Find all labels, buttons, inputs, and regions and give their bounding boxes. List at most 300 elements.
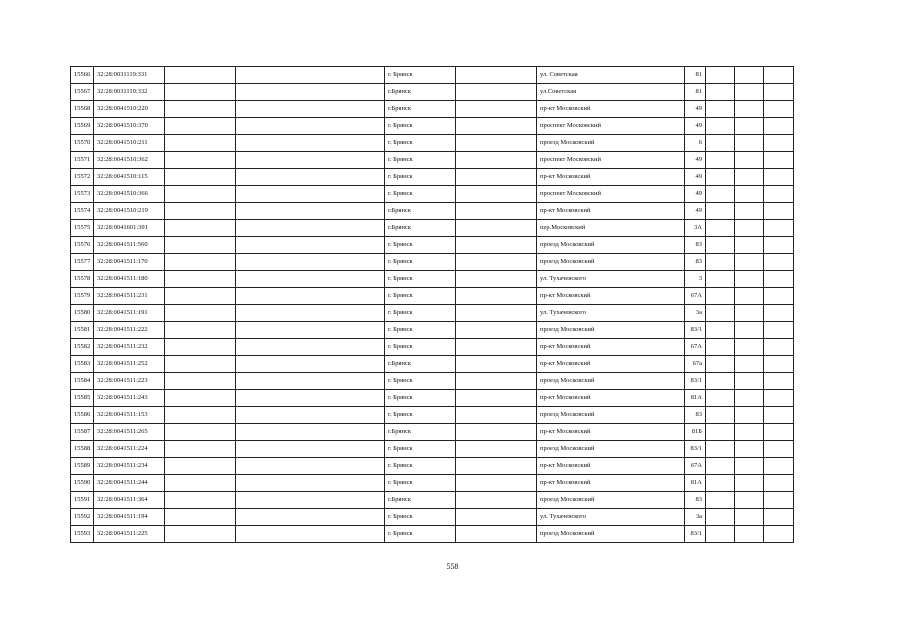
street: пр-кт Московский: [537, 101, 685, 118]
house-number: 49: [685, 169, 706, 186]
cadastral-number: 32:28:0041511:170: [94, 254, 165, 271]
table-row: [71, 67, 794, 84]
city: г. Брянск: [385, 373, 456, 390]
city: г.Брянск: [385, 220, 456, 237]
cadastral-number: 32:28:0041511:153: [94, 407, 165, 424]
empty-cell: [236, 458, 385, 475]
street: проезд Московский: [537, 407, 685, 424]
cadastral-number: 32:28:0041511:191: [94, 305, 165, 322]
empty-cell: [735, 118, 764, 135]
empty-cell: [735, 424, 764, 441]
city: г. Брянск: [385, 152, 456, 169]
city: г.Брянск: [385, 101, 456, 118]
empty-cell: [764, 305, 794, 322]
empty-cell: [706, 424, 735, 441]
empty-cell: [165, 356, 236, 373]
city: г. Брянск: [385, 339, 456, 356]
empty-cell: [165, 407, 236, 424]
empty-cell: [165, 322, 236, 339]
street: пр-кт Московский: [537, 203, 685, 220]
empty-cell: [764, 322, 794, 339]
city: г.Брянск: [385, 492, 456, 509]
city: г.Брянск: [385, 203, 456, 220]
empty-cell: [456, 237, 537, 254]
empty-cell: [706, 101, 735, 118]
house-number: 49: [685, 118, 706, 135]
empty-cell: [735, 356, 764, 373]
table-row: [71, 407, 794, 424]
house-number: 83/1: [685, 373, 706, 390]
empty-cell: [236, 526, 385, 543]
empty-cell: [735, 237, 764, 254]
empty-cell: [236, 203, 385, 220]
empty-cell: [236, 237, 385, 254]
empty-cell: [456, 254, 537, 271]
cadastral-number: 32:28:0031119:332: [94, 84, 165, 101]
table-row: [71, 441, 794, 458]
empty-cell: [236, 492, 385, 509]
empty-cell: [456, 475, 537, 492]
house-number: 83: [685, 492, 706, 509]
empty-cell: [764, 339, 794, 356]
street: проезд Московский: [537, 492, 685, 509]
empty-cell: [706, 186, 735, 203]
empty-cell: [165, 475, 236, 492]
empty-cell: [735, 526, 764, 543]
empty-cell: [764, 475, 794, 492]
empty-cell: [236, 356, 385, 373]
house-number: 6: [685, 135, 706, 152]
empty-cell: [165, 526, 236, 543]
record-number: 15568: [71, 101, 94, 118]
empty-cell: [165, 373, 236, 390]
record-number: 15566: [71, 67, 94, 84]
house-number: 83: [685, 254, 706, 271]
cadastral-number: 32:28:0041511:224: [94, 441, 165, 458]
city: г.Брянск: [385, 356, 456, 373]
empty-cell: [165, 458, 236, 475]
empty-cell: [706, 492, 735, 509]
record-number: 15582: [71, 339, 94, 356]
city: г. Брянск: [385, 407, 456, 424]
table-row: [71, 118, 794, 135]
house-number: 83/1: [685, 441, 706, 458]
street: проезд Московский: [537, 322, 685, 339]
empty-cell: [236, 84, 385, 101]
record-number: 15587: [71, 424, 94, 441]
record-number: 15567: [71, 84, 94, 101]
street: пр-кт Московский: [537, 356, 685, 373]
empty-cell: [236, 152, 385, 169]
table-row: [71, 339, 794, 356]
empty-cell: [764, 526, 794, 543]
record-number: 15573: [71, 186, 94, 203]
empty-cell: [236, 441, 385, 458]
empty-cell: [764, 441, 794, 458]
empty-cell: [165, 67, 236, 84]
empty-cell: [764, 152, 794, 169]
empty-cell: [456, 84, 537, 101]
empty-cell: [764, 356, 794, 373]
cadastral-number: 32:28:0041511:265: [94, 424, 165, 441]
house-number: 3а: [685, 509, 706, 526]
empty-cell: [236, 509, 385, 526]
empty-cell: [735, 271, 764, 288]
cadastral-number: 32:28:0041510:115: [94, 169, 165, 186]
city: г. Брянск: [385, 254, 456, 271]
empty-cell: [706, 271, 735, 288]
empty-cell: [236, 322, 385, 339]
empty-cell: [456, 492, 537, 509]
empty-cell: [706, 220, 735, 237]
city: г. Брянск: [385, 526, 456, 543]
empty-cell: [236, 424, 385, 441]
city: г. Брянск: [385, 186, 456, 203]
empty-cell: [706, 526, 735, 543]
house-number: 83: [685, 237, 706, 254]
empty-cell: [735, 407, 764, 424]
empty-cell: [764, 220, 794, 237]
page-number: 558: [446, 562, 459, 571]
city: г. Брянск: [385, 322, 456, 339]
table-row: [71, 135, 794, 152]
empty-cell: [735, 509, 764, 526]
table-row: [71, 186, 794, 203]
house-number: 81: [685, 67, 706, 84]
empty-cell: [706, 339, 735, 356]
record-number: 15577: [71, 254, 94, 271]
record-number: 15570: [71, 135, 94, 152]
empty-cell: [456, 186, 537, 203]
house-number: 81А: [685, 475, 706, 492]
table-row: [71, 492, 794, 509]
cadastral-number: 32:28:0041511:222: [94, 322, 165, 339]
city: г. Брянск: [385, 390, 456, 407]
empty-cell: [236, 101, 385, 118]
table-row: [71, 475, 794, 492]
empty-cell: [706, 509, 735, 526]
empty-cell: [706, 118, 735, 135]
empty-cell: [236, 390, 385, 407]
empty-cell: [706, 475, 735, 492]
city: г.Брянск: [385, 84, 456, 101]
record-number: 15586: [71, 407, 94, 424]
city: г. Брянск: [385, 509, 456, 526]
empty-cell: [735, 339, 764, 356]
cadastral-number: 32:28:0041601:391: [94, 220, 165, 237]
table-row: [71, 203, 794, 220]
cadastral-number: 32:28:0041510:370: [94, 118, 165, 135]
record-number: 15581: [71, 322, 94, 339]
city: г. Брянск: [385, 118, 456, 135]
record-number: 15576: [71, 237, 94, 254]
empty-cell: [735, 441, 764, 458]
empty-cell: [764, 271, 794, 288]
record-number: 15592: [71, 509, 94, 526]
record-number: 15584: [71, 373, 94, 390]
empty-cell: [706, 441, 735, 458]
empty-cell: [735, 475, 764, 492]
record-number: 15580: [71, 305, 94, 322]
empty-cell: [706, 237, 735, 254]
house-number: 83: [685, 407, 706, 424]
cadastral-number: 32:28:0041511:223: [94, 373, 165, 390]
empty-cell: [706, 390, 735, 407]
house-number: 3: [685, 271, 706, 288]
registry-table: [70, 66, 794, 543]
empty-cell: [764, 169, 794, 186]
empty-cell: [735, 169, 764, 186]
table-row: [71, 373, 794, 390]
house-number: 49: [685, 152, 706, 169]
empty-cell: [764, 424, 794, 441]
street: проспект Московский: [537, 186, 685, 203]
empty-cell: [706, 288, 735, 305]
empty-cell: [735, 254, 764, 271]
empty-cell: [735, 288, 764, 305]
empty-cell: [706, 203, 735, 220]
street: пр-кт Московский: [537, 288, 685, 305]
street: проезд Московский: [537, 135, 685, 152]
empty-cell: [236, 305, 385, 322]
empty-cell: [706, 356, 735, 373]
table-row: [71, 220, 794, 237]
street: проезд Московский: [537, 441, 685, 458]
empty-cell: [165, 135, 236, 152]
table-row: [71, 237, 794, 254]
empty-cell: [456, 356, 537, 373]
table-row: [71, 356, 794, 373]
city: г. Брянск: [385, 441, 456, 458]
house-number: 49: [685, 186, 706, 203]
table-row: [71, 169, 794, 186]
empty-cell: [236, 475, 385, 492]
empty-cell: [456, 305, 537, 322]
empty-cell: [165, 237, 236, 254]
street: ул. Тухачевского: [537, 509, 685, 526]
empty-cell: [456, 169, 537, 186]
city: г. Брянск: [385, 288, 456, 305]
empty-cell: [706, 458, 735, 475]
empty-cell: [456, 118, 537, 135]
empty-cell: [706, 322, 735, 339]
empty-cell: [764, 373, 794, 390]
empty-cell: [735, 186, 764, 203]
cadastral-number: 32:28:0041511:234: [94, 458, 165, 475]
empty-cell: [764, 84, 794, 101]
empty-cell: [456, 271, 537, 288]
cadastral-number: 32:28:0041511:225: [94, 526, 165, 543]
empty-cell: [165, 492, 236, 509]
empty-cell: [456, 135, 537, 152]
empty-cell: [456, 407, 537, 424]
empty-cell: [456, 220, 537, 237]
record-number: 15591: [71, 492, 94, 509]
empty-cell: [735, 101, 764, 118]
record-number: 15588: [71, 441, 94, 458]
empty-cell: [165, 441, 236, 458]
empty-cell: [735, 390, 764, 407]
city: г. Брянск: [385, 237, 456, 254]
street: пер.Московский: [537, 220, 685, 237]
empty-cell: [456, 458, 537, 475]
street: ул. Тухачевского: [537, 271, 685, 288]
empty-cell: [165, 152, 236, 169]
empty-cell: [706, 254, 735, 271]
empty-cell: [764, 390, 794, 407]
empty-cell: [456, 339, 537, 356]
empty-cell: [165, 101, 236, 118]
empty-cell: [735, 492, 764, 509]
empty-cell: [456, 203, 537, 220]
cadastral-number: 32:28:0041511:252: [94, 356, 165, 373]
empty-cell: [456, 67, 537, 84]
empty-cell: [165, 169, 236, 186]
empty-cell: [735, 84, 764, 101]
record-number: 15585: [71, 390, 94, 407]
street: ул. Советская: [537, 67, 685, 84]
empty-cell: [456, 441, 537, 458]
record-number: 15579: [71, 288, 94, 305]
street: ул.Советская: [537, 84, 685, 101]
house-number: 67А: [685, 339, 706, 356]
registry-rows: [71, 67, 794, 543]
cadastral-number: 32:28:0041511:244: [94, 475, 165, 492]
empty-cell: [735, 305, 764, 322]
city: г. Брянск: [385, 135, 456, 152]
empty-cell: [706, 67, 735, 84]
empty-cell: [236, 254, 385, 271]
empty-cell: [165, 220, 236, 237]
table-row: [71, 305, 794, 322]
table-row: [71, 152, 794, 169]
street: пр-кт Московский: [537, 169, 685, 186]
empty-cell: [165, 118, 236, 135]
empty-cell: [706, 84, 735, 101]
empty-cell: [165, 271, 236, 288]
empty-cell: [165, 424, 236, 441]
empty-cell: [165, 390, 236, 407]
cadastral-number: 32:28:0041510:366: [94, 186, 165, 203]
record-number: 15578: [71, 271, 94, 288]
empty-cell: [165, 305, 236, 322]
cadastral-number: 32:28:0041511:364: [94, 492, 165, 509]
empty-cell: [764, 135, 794, 152]
empty-cell: [165, 84, 236, 101]
empty-cell: [764, 101, 794, 118]
cadastral-number: 32:28:0041510:220: [94, 101, 165, 118]
table-row: [71, 322, 794, 339]
cadastral-number: 32:28:0041510:362: [94, 152, 165, 169]
empty-cell: [236, 169, 385, 186]
empty-cell: [456, 101, 537, 118]
house-number: 49: [685, 203, 706, 220]
house-number: 81Б: [685, 424, 706, 441]
street: проспект Московский: [537, 152, 685, 169]
city: г.Брянск: [385, 424, 456, 441]
empty-cell: [236, 288, 385, 305]
empty-cell: [236, 271, 385, 288]
table-row: [71, 254, 794, 271]
record-number: 15593: [71, 526, 94, 543]
empty-cell: [735, 67, 764, 84]
empty-cell: [764, 458, 794, 475]
table-row: [71, 526, 794, 543]
empty-cell: [456, 373, 537, 390]
street: пр-кт Московский: [537, 339, 685, 356]
house-number: 67А: [685, 458, 706, 475]
street: проезд Московский: [537, 237, 685, 254]
record-number: 15572: [71, 169, 94, 186]
empty-cell: [764, 237, 794, 254]
street: проезд Московский: [537, 254, 685, 271]
empty-cell: [236, 67, 385, 84]
cadastral-number: 32:28:0031119:331: [94, 67, 165, 84]
street: пр-кт Московский: [537, 424, 685, 441]
empty-cell: [735, 152, 764, 169]
empty-cell: [764, 203, 794, 220]
empty-cell: [764, 254, 794, 271]
house-number: 3а: [685, 305, 706, 322]
cadastral-number: 32:28:0041511:232: [94, 339, 165, 356]
empty-cell: [236, 186, 385, 203]
record-number: 15575: [71, 220, 94, 237]
house-number: 81А: [685, 390, 706, 407]
empty-cell: [236, 135, 385, 152]
table-row: [71, 101, 794, 118]
house-number: 67а: [685, 356, 706, 373]
empty-cell: [735, 220, 764, 237]
empty-cell: [456, 288, 537, 305]
empty-cell: [764, 407, 794, 424]
empty-cell: [764, 288, 794, 305]
empty-cell: [764, 186, 794, 203]
empty-cell: [236, 407, 385, 424]
empty-cell: [236, 373, 385, 390]
city: г. Брянск: [385, 67, 456, 84]
table-row: [71, 288, 794, 305]
empty-cell: [764, 67, 794, 84]
empty-cell: [236, 339, 385, 356]
empty-cell: [735, 322, 764, 339]
empty-cell: [735, 373, 764, 390]
street: пр-кт Московский: [537, 475, 685, 492]
empty-cell: [706, 407, 735, 424]
empty-cell: [456, 424, 537, 441]
city: г. Брянск: [385, 458, 456, 475]
street: проезд Московский: [537, 526, 685, 543]
record-number: 15569: [71, 118, 94, 135]
house-number: 3А: [685, 220, 706, 237]
record-number: 15590: [71, 475, 94, 492]
empty-cell: [764, 492, 794, 509]
empty-cell: [165, 509, 236, 526]
house-number: 83/1: [685, 526, 706, 543]
cadastral-number: 32:28:0041511:560: [94, 237, 165, 254]
street: пр-кт Московский: [537, 390, 685, 407]
empty-cell: [735, 458, 764, 475]
record-number: 15589: [71, 458, 94, 475]
city: г. Брянск: [385, 271, 456, 288]
empty-cell: [456, 509, 537, 526]
house-number: 49: [685, 101, 706, 118]
city: г. Брянск: [385, 169, 456, 186]
cadastral-number: 32:28:0041510:219: [94, 203, 165, 220]
house-number: 83/1: [685, 322, 706, 339]
empty-cell: [456, 526, 537, 543]
empty-cell: [764, 509, 794, 526]
table-row: [71, 424, 794, 441]
